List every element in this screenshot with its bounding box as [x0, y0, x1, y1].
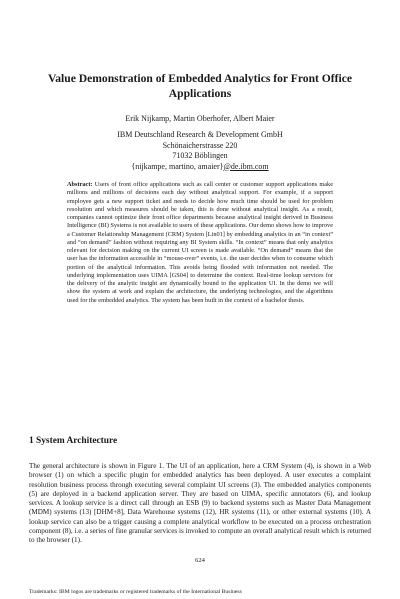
affiliation-street: Schönaicherstrasse 220 [162, 140, 238, 150]
affiliation-city: 71032 Böblingen [172, 151, 228, 160]
section-heading: 1 System Architecture [29, 436, 118, 446]
paper-title: Value Demonstration of Embedded Analytics for Front Office Applications [47, 72, 353, 100]
footnote: Trademarks: IBM logos are trademarks or registered trademarks of the International Business [29, 589, 242, 595]
author-list: Erik Nijkamp, Martin Oberhofer, Albert Maier [125, 114, 275, 123]
email-domain-link[interactable]: @de.ibm.com [223, 161, 269, 171]
page-number: 624 [195, 557, 205, 564]
abstract-text: Users of front office applications such as call center or customer support applications make millions and millions of decisions each day without analytical support. For example, if a support employee gets a new support ticket and needs to decide how much time should be used for problem resolution and which measures should be taken, this is done without analytical insight. As a result, companies cannot optimize their front office departments because analytical insight derived in Business Intelligence (BI) Systems is not available to users of these applications. Our demo shows how to improve a Customer Relationship Management (CRM) System [Lin01] by embedding analytics in an “in context” and “on demand” fashion without requiring any BI System skills. “In context” means that only analytics relevant for decision making on the current UI screen is made available. “On demand” means that the user has the information accessible in “mouse-over” events, i.e. the user decides when to consume which portion of the analytical information. This avoids being flooded with information not needed. The underlying implementation uses UIMA [GS04] to determine the context. Real-time lookup services for the delivery of the analytic insight are dynamically bound to the application UI. In the demo we will show the system at work and explain the architecture, the underlying technologies, and the algorithms used for the embedded analytics. The system has been built in the context of a bachelor thesis. [67, 181, 334, 304]
section-body: The general architecture is shown in Figure 1. The UI of an application, here a CRM System (4), is shown in a Web browser (1) on which a specific plugin for embedded analytics has been deployed. A user executes a complaint resolution business process through executing several complaint UI screens (3). The embedded analytics components (5) are deployed in a backend application server. They are based on UIMA, specific annotators (6), and lookup services. A lookup service is a direct call through an ESB (9) to backend systems such as Master Data Management (MDM) systems (13) [DHM+8], Data Warehouse systems (12), HR systems (11), or other external systems (10). A lookup service can also be a trigger causing a complete analytical workflow to be executed on a process orchestration component (8), i.e. a series of fine granular services is invoked to compute an overall analytical result which is returned to the browser (1). [29, 462, 371, 544]
affiliation-org: IBM Deutschland Research & Development GmbH [117, 130, 283, 139]
email-prefix: {nijkampe, martino, amaier} [131, 161, 224, 171]
abstract [67, 181, 333, 305]
abstract-label: Abstract: [67, 181, 93, 188]
affiliation-block [40, 130, 360, 172]
affiliation-email [40, 162, 360, 173]
